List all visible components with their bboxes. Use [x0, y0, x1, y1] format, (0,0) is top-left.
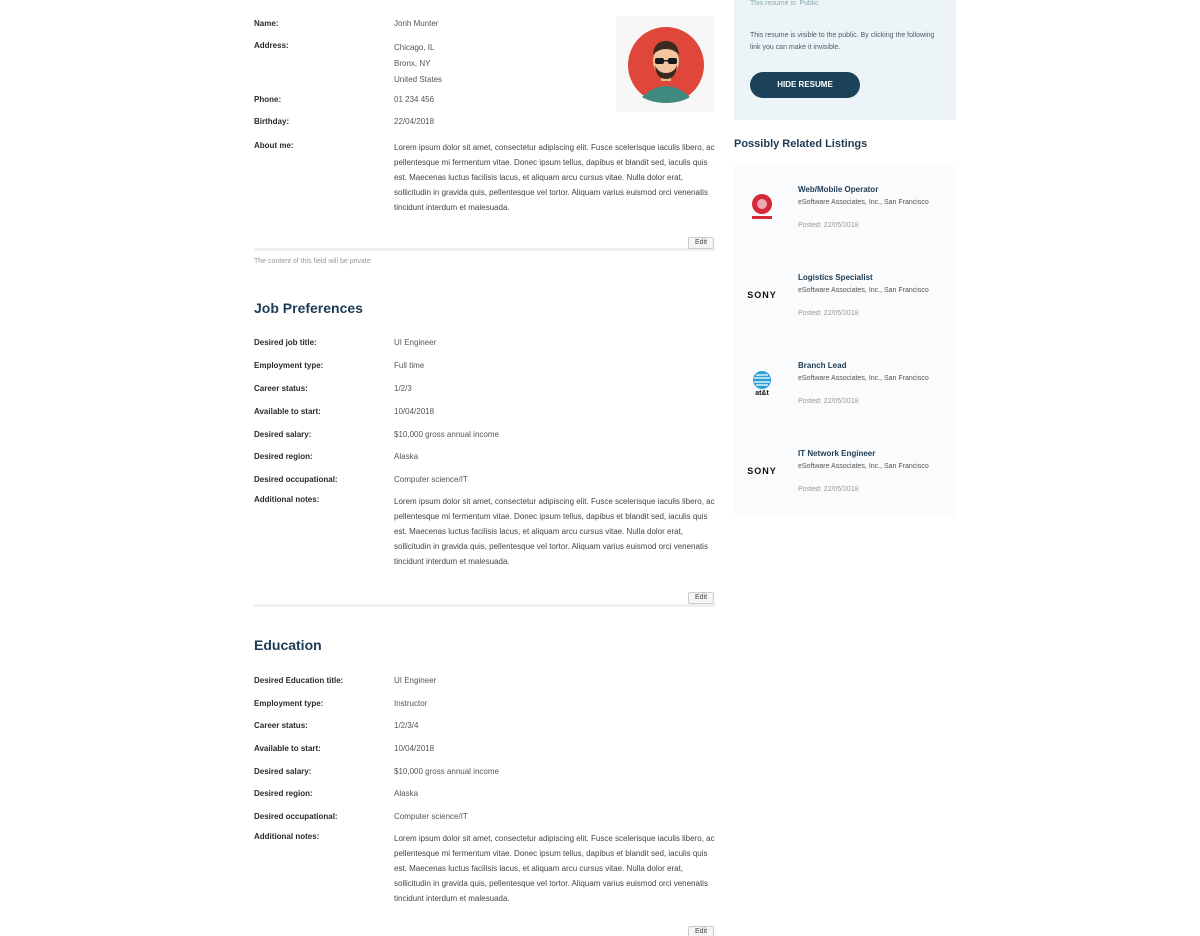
visibility-status: This resume is: Public [750, 0, 819, 7]
education-title: Education [254, 637, 322, 653]
field-label: Desired salary: [254, 767, 312, 776]
job-pref-row [254, 337, 716, 348]
job-pref-row [254, 360, 716, 371]
field-label: Desired salary: [254, 430, 312, 439]
education-row [254, 720, 716, 731]
private-note: The content of this field will be private [254, 258, 371, 265]
job-pref-row [254, 429, 716, 440]
field-label: Available to start: [254, 407, 321, 416]
field-value: 10/04/2018 [394, 407, 435, 416]
phone-label: Phone: [254, 95, 282, 104]
field-value: Computer science/IT [394, 475, 468, 484]
listing-company: eSoftware Associates, Inc., San Francisco [798, 287, 929, 294]
listing-item[interactable] [734, 253, 956, 341]
field-label: Desired job title: [254, 338, 317, 347]
education-row [254, 811, 716, 822]
field-label: Career status: [254, 384, 308, 393]
field-value: Alaska [394, 452, 419, 461]
address-line: Bronx, NY [394, 59, 431, 68]
education-row [254, 788, 716, 799]
field-value: 1/2/3/4 [394, 721, 419, 730]
phone-value: 01 234 456 [394, 95, 435, 104]
education-notes-row [254, 831, 716, 906]
listing-title[interactable]: Logistics Specialist [798, 273, 873, 282]
att-logo-icon [742, 365, 782, 401]
listing-company: eSoftware Associates, Inc., San Francisco [798, 199, 929, 206]
address-line: Chicago, IL [394, 43, 435, 52]
field-value: Alaska [394, 789, 419, 798]
job-pref-row [254, 406, 716, 417]
avatar-frame [616, 16, 714, 112]
field-value: $10,000 gross annual income [394, 430, 499, 439]
edit-job-preferences-button[interactable]: Edit [688, 592, 714, 604]
edit-education-button[interactable]: Edit [688, 926, 714, 936]
field-value: Instructor [394, 699, 428, 708]
address-label: Address: [254, 41, 289, 50]
related-listings [734, 165, 956, 517]
field-value: $10,000 gross annual income [394, 767, 499, 776]
hide-resume-button[interactable]: HIDE RESUME [750, 72, 860, 98]
listing-date: Posted: 22/05/2018 [798, 222, 859, 229]
listing-title[interactable]: Web/Mobile Operator [798, 185, 879, 194]
job-pref-row [254, 451, 716, 462]
listing-title[interactable]: Branch Lead [798, 361, 847, 370]
birthday-label: Birthday: [254, 117, 290, 126]
field-value: 10/04/2018 [394, 744, 435, 753]
field-label: Available to start: [254, 744, 321, 753]
field-label: Desired region: [254, 789, 313, 798]
listing-date: Posted: 22/05/2018 [798, 398, 859, 405]
field-value: Full time [394, 361, 425, 370]
about-row [254, 140, 716, 215]
resume-visibility-box [734, 0, 956, 120]
field-label: Employment type: [254, 361, 324, 370]
toshiba-logo-icon [742, 189, 782, 225]
listing-title[interactable]: IT Network Engineer [798, 449, 876, 458]
field-label: Career status: [254, 721, 308, 730]
listing-date: Posted: 22/05/2018 [798, 310, 859, 317]
name-value: Jonh Munter [394, 19, 439, 28]
field-label: Desired region: [254, 452, 313, 461]
related-listings-title: Possibly Related Listings [734, 138, 868, 150]
listing-company: eSoftware Associates, Inc., San Francisco [798, 375, 929, 382]
job-pref-row [254, 383, 716, 394]
listing-date: Posted: 22/05/2018 [798, 486, 859, 493]
education-row [254, 675, 716, 686]
logo-text: SONY [747, 290, 777, 300]
section-divider [254, 604, 716, 607]
education-row [254, 743, 716, 754]
listing-item[interactable] [734, 429, 956, 517]
name-label: Name: [254, 19, 279, 28]
edit-personal-button[interactable]: Edit [688, 237, 714, 249]
field-label: Desired occupational: [254, 475, 338, 484]
sony-logo-icon [742, 453, 782, 489]
notes-value: Lorem ipsum dolor sit amet, consectetur adipiscing elit. Fusce scelerisque iaculis libero, ac pellentesque mi fermentum vitae. Donec ipsum tellus, dapibus et blandit sed, iaculis quis est. Maecenas luctus facilisis lacus, et aliquam arcu cursus vitae. Nulla dolor erat, sollicitudin in gravida quis, pellentesque vel tortor. Aliquam varius euismod orci venenatis tincidunt interdum et malesuada. [394, 834, 715, 903]
education-row [254, 698, 716, 709]
birthday-value: 22/04/2018 [394, 117, 435, 126]
field-label: Additional notes: [254, 495, 320, 504]
field-value: Computer science/IT [394, 812, 468, 821]
field-value: UI Engineer [394, 338, 437, 347]
logo-text: SONY [747, 466, 777, 476]
visibility-text: This resume is visible to the public. By clicking the following link you can make it invisible. [750, 32, 935, 51]
field-label: Employment type: [254, 699, 324, 708]
notes-value: Lorem ipsum dolor sit amet, consectetur adipiscing elit. Fusce scelerisque iaculis libero, ac pellentesque mi fermentum vitae. Donec ipsum tellus, dapibus et blandit sed, iaculis quis est. Maecenas luctus facilisis lacus, et aliquam arcu cursus vitae. Nulla dolor erat, sollicitudin in gravida quis, pellentesque vel tortor. Aliquam varius euismod orci venenatis tincidunt interdum et malesuada. [394, 497, 715, 566]
job-preferences-title: Job Preferences [254, 300, 363, 316]
job-pref-row [254, 474, 716, 485]
field-label: Desired Education title: [254, 676, 344, 685]
logo-text: at&t [755, 389, 769, 397]
listing-item[interactable] [734, 341, 956, 429]
job-pref-notes-row [254, 494, 716, 569]
listing-company: eSoftware Associates, Inc., San Francisco [798, 463, 929, 470]
section-divider [254, 248, 716, 251]
sony-logo-icon [742, 277, 782, 313]
field-value: UI Engineer [394, 676, 437, 685]
about-label: About me: [254, 141, 294, 150]
about-value: Lorem ipsum dolor sit amet, consectetur adipiscing elit. Fusce scelerisque iaculis libero, ac pellentesque mi fermentum vitae. Donec ipsum tellus, dapibus et blandit sed, iaculis quis est. Maecenas luctus facilisis lacus, et aliquam arcu cursus vitae. Nulla dolor erat, sollicitudin in gravida quis, pellentesque vel tortor. Aliquam varius euismod orci venenatis tincidunt interdum et malesuada. [394, 143, 715, 212]
education-row [254, 766, 716, 777]
field-value: 1/2/3 [394, 384, 412, 393]
birthday-row [254, 116, 716, 127]
field-label: Desired occupational: [254, 812, 338, 821]
field-label: Additional notes: [254, 832, 320, 841]
avatar [628, 27, 704, 103]
listing-item[interactable] [734, 165, 956, 253]
address-line: United States [394, 75, 443, 84]
